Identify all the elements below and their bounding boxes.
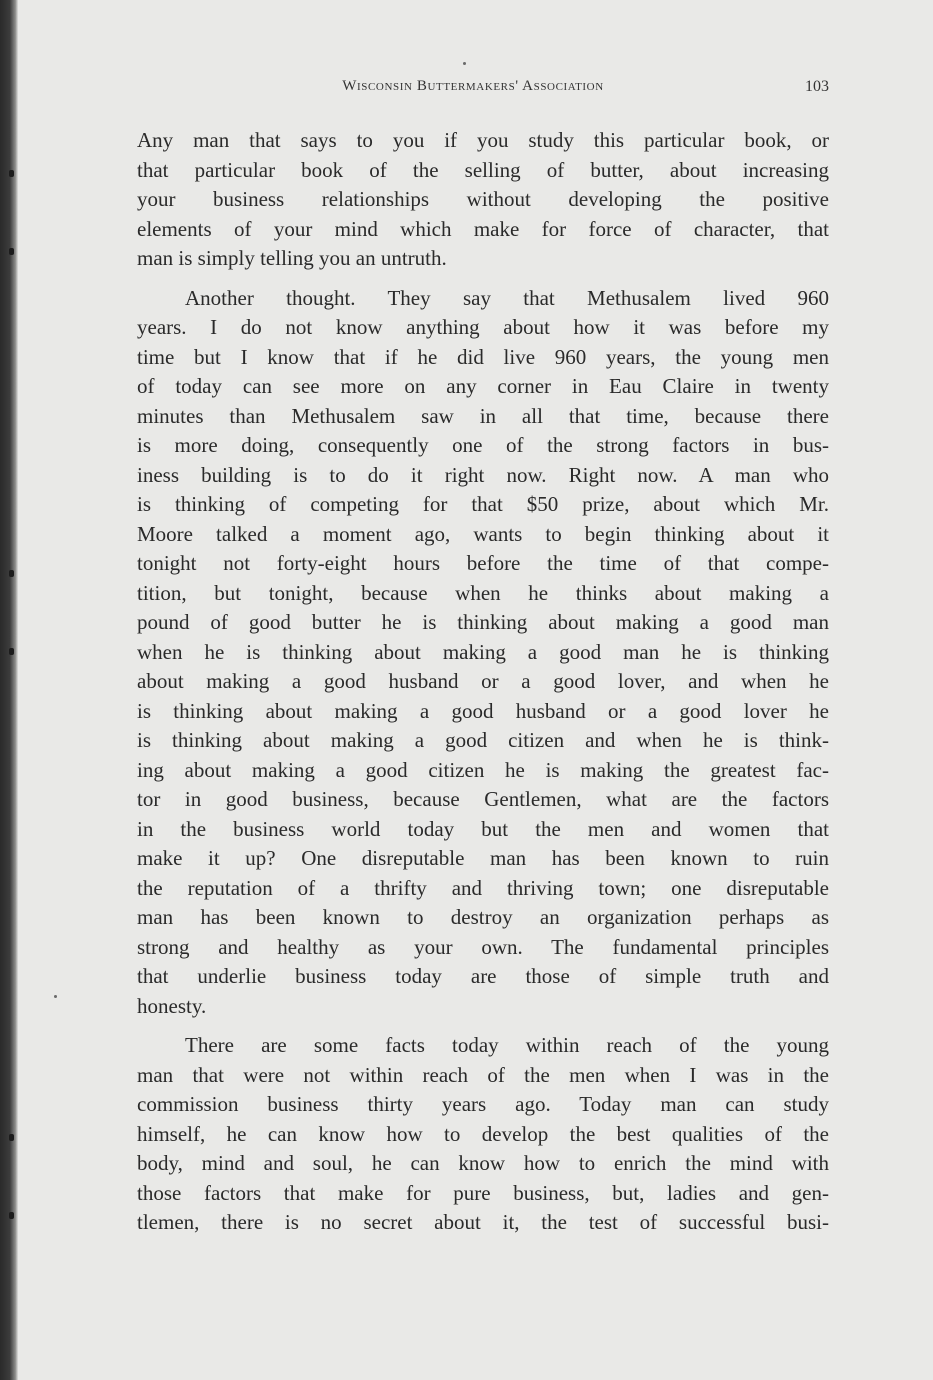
text-line: Another thought. They say that Methusalem lived 960 <box>185 285 829 310</box>
text-line: of today can see more on any corner in Eau Claire in twenty <box>137 374 829 398</box>
paragraph <box>137 1031 829 1238</box>
text-line: tition, but tonight, because when he thinks about making a <box>137 580 829 605</box>
text-line: commission business thirty years ago. Today man can study <box>137 1092 829 1116</box>
text-line: honesty. <box>137 993 207 1018</box>
paragraph <box>137 126 829 274</box>
text-line: man that were not within reach of the men when I was in the <box>137 1062 829 1087</box>
text-line: strong and healthy as your own. The fundamental principles <box>137 934 829 959</box>
text-line: tonight not forty-eight hours before the time of that compe- <box>137 551 829 575</box>
text-line: make it up? One disreputable man has been known to ruin <box>137 846 829 870</box>
text-line: minutes than Methusalem saw in all that time, because there <box>137 403 829 428</box>
binding-mark <box>9 248 14 255</box>
text-line: body, mind and soul, he can know how to enrich the mind with <box>137 1151 829 1175</box>
text-line: is thinking about making a good husband or a good lover he <box>137 698 829 723</box>
text-line: iness building is to do it right now. Right now. A man who <box>137 462 829 487</box>
binding-mark <box>9 1212 14 1219</box>
book-binding-edge <box>0 0 18 1380</box>
text-line: those factors that make for pure business, but, ladies and gen- <box>137 1180 829 1205</box>
text-line: that underlie business today are those of simple truth and <box>137 964 829 988</box>
text-line: the reputation of a thrifty and thriving town; one disreputable <box>137 875 829 900</box>
text-line: man is simply telling you an untruth. <box>137 246 447 270</box>
text-line: tlemen, there is no secret about it, the test of successful busi- <box>137 1210 829 1234</box>
text-line: about making a good husband or a good lover, and when he <box>137 669 829 693</box>
text-line: when he is thinking about making a good man he is thinking <box>137 639 829 664</box>
paper-speck <box>463 62 466 65</box>
text-line: Any man that says to you if you study this particular book, or <box>137 128 829 152</box>
text-line: tor in good business, because Gentlemen, what are the factors <box>137 787 829 811</box>
binding-mark <box>9 648 14 655</box>
page-number: 103 <box>805 78 829 95</box>
text-line: years. I do not know anything about how it was before my <box>137 315 829 339</box>
text-line: that particular book of the selling of butter, about increasing <box>137 157 829 182</box>
text-line: time but I know that if he did live 960 years, the young men <box>137 344 829 369</box>
binding-mark <box>9 570 14 577</box>
text-line: in the business world today but the men and women that <box>137 816 829 841</box>
paper-speck <box>54 995 57 998</box>
binding-mark <box>9 170 14 177</box>
text-line: is thinking of competing for that $50 prize, about which Mr. <box>137 492 829 516</box>
text-line: your business relationships without developing the positive <box>137 187 829 211</box>
text-line: ing about making a good citizen he is making the greatest fac- <box>137 757 829 782</box>
running-header <box>137 78 829 102</box>
text-line: is more doing, consequently one of the strong factors in bus- <box>137 433 829 457</box>
text-line: man has been known to destroy an organization perhaps as <box>137 905 829 929</box>
text-line: There are some facts today within reach of the young <box>185 1033 829 1057</box>
body-text <box>137 126 829 1248</box>
paragraph <box>137 284 829 1022</box>
text-line: Moore talked a moment ago, wants to begin thinking about it <box>137 521 829 546</box>
binding-mark <box>9 1134 14 1141</box>
text-line: elements of your mind which make for force of character, that <box>137 216 829 241</box>
text-line: is thinking about making a good citizen and when he is think- <box>137 728 829 752</box>
text-line: himself, he can know how to develop the best qualities of the <box>137 1121 829 1146</box>
header-title: Wisconsin Buttermakers' Association <box>342 78 604 94</box>
text-line: pound of good butter he is thinking about making a good man <box>137 610 829 634</box>
